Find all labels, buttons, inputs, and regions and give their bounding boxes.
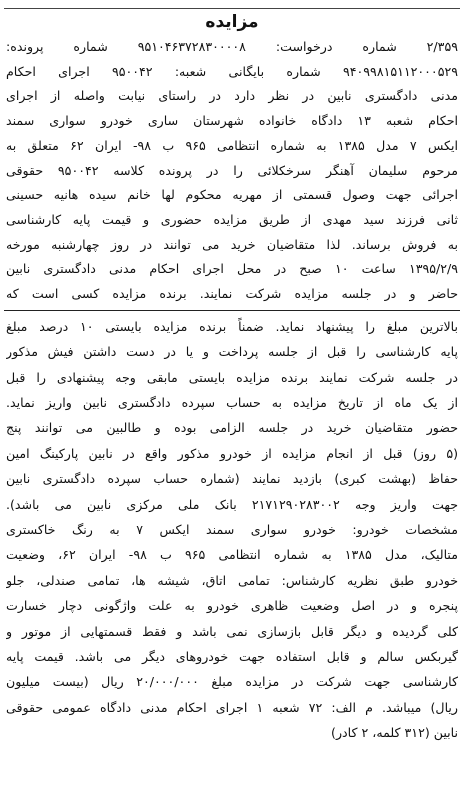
text-line: از یک ماه از تاریخ مزایده به حساب سپرده دادگستری نابین واریز نماید. — [6, 394, 458, 410]
text-line: متالیک، مدل ۱۳۸۵ به شماره انتظامی ۹۶۵ ب ۹۸- ایران ۶۲، وضعیت — [6, 547, 458, 563]
text-line: نابین (۳۱۲ کلمه، ۲ کادر) — [331, 725, 458, 741]
text-line: کارشناسی جهت شرکت در مزایده مبلغ ۲۰/۰۰۰/۰۰۰ ریال (بیست میلیون — [6, 674, 458, 690]
text-line: پایه کارشناسی را قبل از جلسه پرداخت و یا در دست داشتن فیش مذکور — [6, 344, 458, 360]
text-line: مدنی دادگستری نابین در نظر دارد در راستای نیابت واصله از اجرای — [6, 88, 458, 104]
text-line: مرحوم سلیمان آهنگر سرخکلائی را در پرونده کلاسه ۹۵۰۰۴۲ حقوقی — [6, 162, 458, 178]
announcement-column-1 — [6, 35, 458, 307]
text-line: حفاظ (بهشت کبری) بازدید نمایند (شماره حساب سپرده دادگستری نابین — [6, 471, 458, 487]
page-title: مزایده — [205, 12, 259, 32]
text-line: جهت واریز وجه ۲۱۷۱۲۹۰۲۸۳۰۰۲ بانک ملی مرکزی نابین می باشد). — [6, 496, 458, 512]
text-line: ثانی فرزند سید مهدی از طریق مزایده حضوری و قیمت پایه کارشناسی — [6, 211, 458, 227]
text-line: حضور متقاضیان خرید در جلسه الزامی بوده و طالبین می توانند پنج — [6, 420, 458, 436]
column-divider — [4, 310, 460, 311]
text-line: حاضر و در جلسه مزایده شرکت نمایند. برنده مزایده کسی است که — [6, 286, 458, 302]
text-line: ریال) میباشد. م الف: ۷۲ شعبه ۱ اجرای احکام مدنی دادگاه عمومی حقوقی — [6, 699, 458, 715]
text-line: (۵ روز) قبل از انجام مزایده از خودرو مذکور واقع در نابین پارکینگ امین — [6, 445, 458, 461]
text-line: ۱۳۹۵/۲/۹ ساعت ۱۰ صبح در محل اجرای احکام مدنی دادگستری نابین — [6, 261, 458, 277]
text-line: پنجره و در اصل وضعیت ظاهری خودرو به علت واژگونی دچار خسارت — [6, 598, 458, 614]
text-line: احکام شعبه ۱۳ دادگاه خانواده شهرستان ساری خودرو سواری سمند — [6, 113, 458, 129]
text-line: در جلسه شرکت نمایند برنده مزایده بایستی مابقی وجه پیشنهادی را قبل — [6, 369, 458, 385]
cropped-top-strip — [4, 0, 460, 9]
text-line: ۲/۳۵۹ شماره درخواست: ۹۵۱۰۴۶۳۷۲۸۳۰۰۰۰۸ شماره پرونده: — [6, 39, 458, 54]
text-line: ایکس ۷ مدل ۱۳۸۵ به شماره انتظامی ۹۶۵ ب ۹۸- ایران ۶۲ متعلق به — [6, 137, 458, 153]
announcement-column-2 — [6, 314, 458, 746]
text-line: بالاترین مبلغ را پیشنهاد نماید. ضمناً برنده مزایده بایستی ۱۰ درصد مبلغ — [6, 318, 458, 334]
text-line: به فروش برساند. لذا متقاضیان خرید می توانند در روز چهارشنبه مورخه — [6, 236, 458, 252]
text-line: اجرائی جهت وصول قسمتی از مهریه محکوم لها خانم سیده هانیه حسینی — [6, 187, 458, 203]
text-line: مشخصات خودرو: خودرو سواری سمند ایکس ۷ به رنگ خاکستری — [6, 521, 458, 537]
text-line: گیربکس سالم و قابل استفاده جهت خودروهای دیگر می باشد. قیمت پایه — [6, 649, 458, 665]
text-line: ۹۴۰۹۹۸۱۵۱۱۲۰۰۰۵۲۹ شماره بایگانی شعبه: ۹۵۰۰۴۲ اجرای احکام — [6, 63, 458, 79]
text-line: کلی گردیده و دیگر قابل بازسازی نمی باشد و فقط قسمتهایی از موتور و — [6, 623, 458, 639]
text-line: خودرو طبق نظریه کارشناس: تمامی اتاق، شیشه ها، تمامی صندلی، جلو — [6, 572, 458, 588]
